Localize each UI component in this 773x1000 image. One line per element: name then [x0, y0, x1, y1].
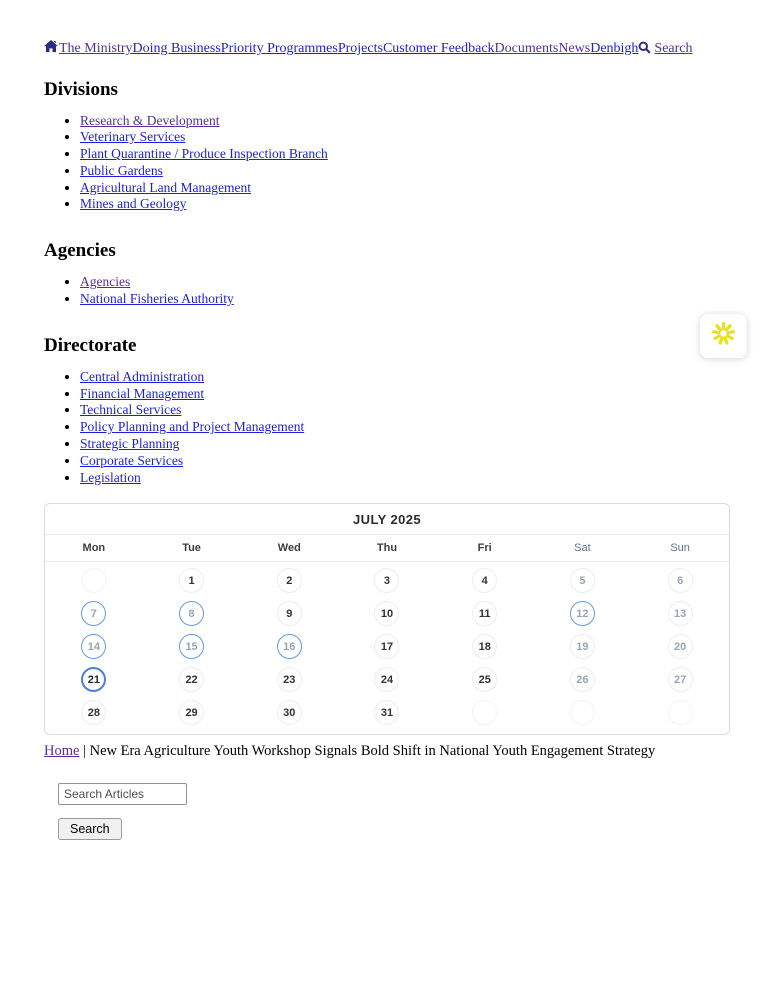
- calendar-day-28[interactable]: 28: [81, 700, 106, 725]
- section-heading-directorate: Directorate: [44, 334, 137, 356]
- calendar-day-20[interactable]: 20: [668, 634, 693, 659]
- calendar-cell: [338, 630, 436, 663]
- list-item: [80, 369, 730, 386]
- section-list-divisions: [44, 113, 730, 214]
- calendar-cell: [436, 696, 534, 729]
- calendar-cell: [45, 630, 143, 663]
- link-agencies[interactable]: Agencies: [80, 274, 131, 290]
- calendar-cell: [338, 696, 436, 729]
- calendar-cell: [534, 663, 632, 696]
- list-item: [80, 113, 730, 130]
- calendar-cell: [240, 663, 338, 696]
- weekday-label-fri: Fri: [477, 542, 492, 555]
- calendar-day-27[interactable]: 27: [668, 667, 693, 692]
- link-veterinary-services[interactable]: Veterinary Services: [80, 129, 186, 145]
- list-item: [80, 180, 730, 197]
- calendar-day-1[interactable]: 1: [179, 568, 204, 593]
- list-item: [80, 291, 730, 308]
- sections: [44, 79, 730, 487]
- search-articles-input[interactable]: [58, 783, 187, 805]
- calendar-cell: [240, 696, 338, 729]
- nav-link-the-ministry[interactable]: The Ministry: [59, 41, 133, 56]
- calendar-day-13[interactable]: 13: [668, 601, 693, 626]
- link-corporate-services[interactable]: Corporate Services: [80, 452, 184, 468]
- nav-link-projects[interactable]: Projects: [337, 41, 383, 56]
- calendar-weekday-row: [45, 535, 729, 562]
- calendar-day-18[interactable]: 18: [472, 634, 497, 659]
- calendar-cell: [45, 597, 143, 630]
- list-item: [80, 470, 730, 487]
- calendar-cell: [45, 696, 143, 729]
- weekday-label-tue: Tue: [182, 542, 201, 555]
- calendar-cell: [631, 597, 729, 630]
- nav-link-customer-feedback[interactable]: Customer Feedback: [382, 41, 495, 56]
- list-item: [80, 386, 730, 403]
- link-central-administration[interactable]: Central Administration: [80, 368, 205, 384]
- calendar-day-24[interactable]: 24: [374, 667, 399, 692]
- calendar-day-6[interactable]: 6: [668, 568, 693, 593]
- calendar-cell: [534, 597, 632, 630]
- calendar-cell: [143, 663, 241, 696]
- calendar-day-5[interactable]: 5: [570, 568, 595, 593]
- nav-link-doing-business[interactable]: Doing Business: [132, 41, 221, 56]
- nav-link-news[interactable]: News: [558, 41, 591, 56]
- calendar-cell: [631, 630, 729, 663]
- link-policy-planning-and-project-management[interactable]: Policy Planning and Project Management: [80, 419, 305, 435]
- search-articles-button[interactable]: Search: [58, 818, 122, 840]
- calendar-day-empty: [570, 700, 595, 725]
- calendar-day-10[interactable]: 10: [374, 601, 399, 626]
- calendar-day-23[interactable]: 23: [277, 667, 302, 692]
- calendar-cell: [240, 597, 338, 630]
- breadcrumb: [44, 743, 730, 760]
- calendar-cell: [45, 564, 143, 597]
- calendar-day-16[interactable]: 16: [277, 634, 302, 659]
- calendar-day-26[interactable]: 26: [570, 667, 595, 692]
- weekday-label-thu: Thu: [376, 542, 398, 555]
- calendar-title: JULY 2025: [45, 504, 729, 535]
- list-item: [80, 129, 730, 146]
- list-item: [80, 274, 730, 291]
- calendar-day-3[interactable]: 3: [374, 568, 399, 593]
- calendar-day-empty: [668, 700, 693, 725]
- calendar-cell: [143, 564, 241, 597]
- link-public-gardens[interactable]: Public Gardens: [80, 162, 163, 178]
- home-icon-link[interactable]: [44, 41, 58, 56]
- calendar-day-8[interactable]: 8: [179, 601, 204, 626]
- calendar-cell: [143, 630, 241, 663]
- calendar-cell: [143, 696, 241, 729]
- calendar-cell: [631, 663, 729, 696]
- section-heading-divisions: Divisions: [44, 78, 118, 100]
- link-strategic-planning[interactable]: Strategic Planning: [80, 436, 180, 452]
- top-nav: [44, 40, 730, 58]
- calendar-cell: [240, 564, 338, 597]
- calendar-cell: [45, 663, 143, 696]
- nav-link-priority-programmes[interactable]: Priority Programmes: [220, 41, 338, 56]
- link-research-development[interactable]: Research & Development: [80, 112, 220, 128]
- breadcrumb-home-link[interactable]: Home: [44, 743, 80, 760]
- calendar-day-empty: [81, 568, 106, 593]
- weekday-label-sun: Sun: [670, 542, 690, 555]
- top-nav-links: [59, 41, 638, 56]
- calendar-cell: [143, 597, 241, 630]
- section-list-directorate: [44, 369, 730, 487]
- calendar-day-empty: [472, 700, 497, 725]
- list-item: [80, 453, 730, 470]
- calendar-day-7[interactable]: 7: [81, 601, 106, 626]
- asterisk-icon: [710, 320, 737, 352]
- home-icon: [44, 41, 58, 56]
- link-national-fisheries-authority[interactable]: National Fisheries Authority: [80, 291, 234, 307]
- calendar-cell: [436, 597, 534, 630]
- calendar-day-25[interactable]: 25: [472, 667, 497, 692]
- link-plant-quarantine-produce-inspection-branch[interactable]: Plant Quarantine / Produce Inspection Branch: [80, 146, 328, 162]
- calendar-day-12[interactable]: 12: [570, 601, 595, 626]
- calendar-day-30[interactable]: 30: [277, 700, 302, 725]
- article-search-form: [58, 783, 730, 840]
- calendar-day-17[interactable]: 17: [374, 634, 399, 659]
- calendar-day-31[interactable]: 31: [374, 700, 399, 725]
- section-heading-agencies: Agencies: [44, 240, 116, 262]
- calendar-day-22[interactable]: 22: [179, 667, 204, 692]
- list-item: [80, 419, 730, 436]
- link-legislation[interactable]: Legislation: [80, 469, 141, 485]
- link-technical-services[interactable]: Technical Services: [80, 402, 182, 418]
- calendar-cell: [240, 630, 338, 663]
- calendar-day-29[interactable]: 29: [179, 700, 204, 725]
- calendar-cell: [534, 564, 632, 597]
- calendar-cell: [436, 663, 534, 696]
- calendar-day-14[interactable]: 14: [81, 634, 106, 659]
- calendar: [44, 503, 730, 735]
- nav-search-label: Search: [654, 41, 693, 56]
- link-mines-and-geology[interactable]: Mines and Geology: [80, 196, 187, 212]
- accessibility-widget-button[interactable]: [700, 314, 747, 358]
- link-financial-management[interactable]: Financial Management: [80, 385, 205, 401]
- calendar-day-9[interactable]: 9: [277, 601, 302, 626]
- nav-link-documents[interactable]: Documents: [494, 41, 559, 56]
- article-title: New Era Agriculture Youth Workshop Signals Bold Shift in National Youth Engagement Strategy: [89, 743, 656, 760]
- calendar-day-11[interactable]: 11: [472, 601, 497, 626]
- calendar-cell: [338, 663, 436, 696]
- calendar-cell: [436, 564, 534, 597]
- calendar-cell: [631, 564, 729, 597]
- calendar-day-4[interactable]: 4: [472, 568, 497, 593]
- list-item: [80, 146, 730, 163]
- search-icon: [638, 41, 654, 56]
- calendar-cell: [338, 564, 436, 597]
- calendar-day-2[interactable]: 2: [277, 568, 302, 593]
- calendar-cell: [534, 630, 632, 663]
- nav-link-denbigh[interactable]: Denbigh: [590, 41, 639, 56]
- calendar-cell: [631, 696, 729, 729]
- calendar-grid: [45, 562, 729, 734]
- calendar-cell: [534, 696, 632, 729]
- link-agricultural-land-management[interactable]: Agricultural Land Management: [80, 179, 251, 195]
- nav-search-link[interactable]: [638, 41, 692, 56]
- weekday-label-sat: Sat: [574, 542, 591, 555]
- section-list-agencies: [44, 274, 730, 308]
- list-item: [80, 402, 730, 419]
- calendar-cell: [436, 630, 534, 663]
- calendar-day-15[interactable]: 15: [179, 634, 204, 659]
- breadcrumb-separator: |: [83, 743, 86, 760]
- calendar-day-19[interactable]: 19: [570, 634, 595, 659]
- calendar-day-21[interactable]: 21: [81, 667, 106, 692]
- list-item: [80, 436, 730, 453]
- weekday-label-wed: Wed: [277, 542, 301, 555]
- weekday-label-mon: Mon: [82, 542, 106, 555]
- calendar-cell: [338, 597, 436, 630]
- list-item: [80, 163, 730, 180]
- list-item: [80, 196, 730, 213]
